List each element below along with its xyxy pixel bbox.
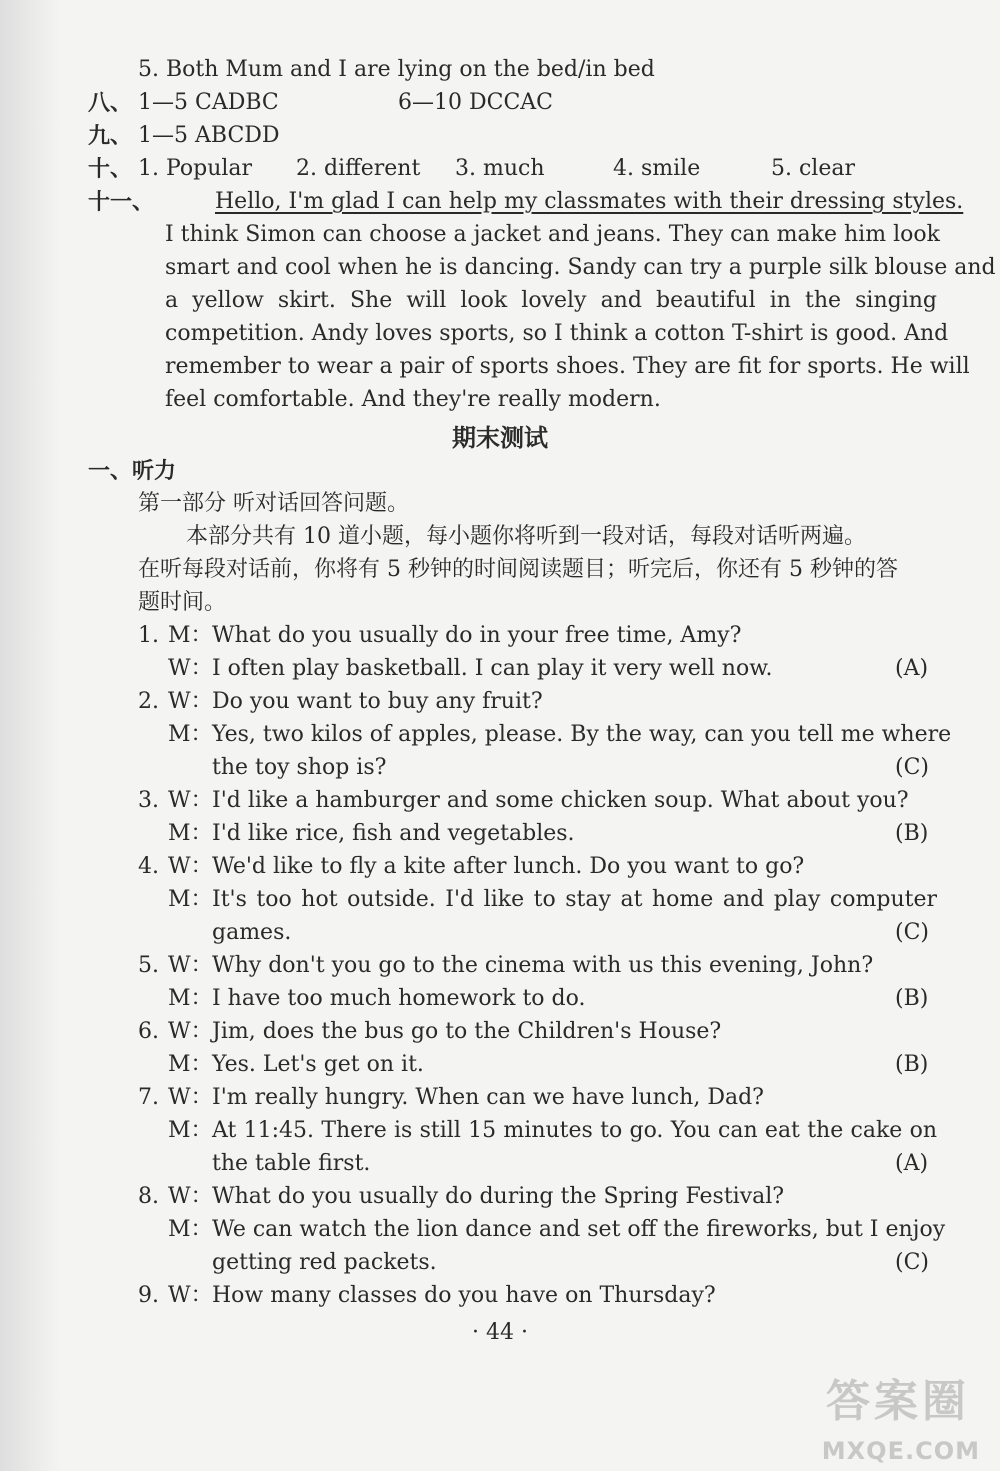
sec9-label: 九、 <box>88 123 133 149</box>
item-7-line-3: the table first. <box>212 1151 371 1176</box>
sec11-line-4: a yellow skirt. She will look lovely and beautiful in the singing <box>165 288 937 313</box>
sec10-item-2: 2. different <box>296 156 421 181</box>
item-8-answer: (C) <box>895 1250 929 1275</box>
speaker: M： <box>168 1217 213 1242</box>
page-number: · 44 · <box>472 1320 528 1345</box>
sec9-answers: 1—5 ABCDD <box>138 123 280 148</box>
sec11-line-1: Hello, I'm glad I can help my classmates with their dressing styles. <box>215 189 964 214</box>
sec11-line-3: smart and cool when he is dancing. Sandy can try a purple silk blouse and <box>165 255 996 280</box>
speaker: W： <box>168 953 213 978</box>
item-1-number: 1. <box>138 623 159 648</box>
page-edge-shadow <box>0 0 60 1471</box>
item-3-answer: (B) <box>895 821 929 846</box>
dialogue-text: We can watch the lion dance and set off the fireworks, but I enjoy <box>212 1217 946 1242</box>
item-6-answer: (B) <box>895 1052 929 1077</box>
item-8-line-2 <box>168 1215 946 1245</box>
exam-title: 期末测试 <box>452 423 548 452</box>
speaker: M： <box>168 821 213 846</box>
sec10-item-4: 4. smile <box>613 156 701 181</box>
speaker: W： <box>168 656 213 681</box>
item-4-answer: (C) <box>895 920 929 945</box>
dialogue-text: We'd like to fly a kite after lunch. Do you want to go? <box>212 854 805 879</box>
dialogue-text: How many classes do you have on Thursday? <box>212 1283 716 1308</box>
speaker: M： <box>168 623 213 648</box>
dialogue-text: Jim, does the bus go to the Children's House? <box>212 1019 722 1044</box>
watermark-logo <box>760 1365 980 1465</box>
item-6-line-2 <box>168 1050 424 1080</box>
speaker: M： <box>168 722 213 747</box>
item-8-line-3: getting red packets. <box>212 1250 437 1275</box>
dialogue-text: I often play basketball. I can play it very well now. <box>212 656 773 681</box>
speaker: W： <box>168 1184 213 1209</box>
dialogue-text: Yes. Let's get on it. <box>212 1052 424 1077</box>
speaker: W： <box>168 854 213 879</box>
sec11-label: 十一、 <box>88 189 155 215</box>
item-2-line-2 <box>168 720 952 750</box>
item-1-line-2 <box>168 654 772 684</box>
item-4-number: 4. <box>138 854 159 879</box>
dialogue-text: I'd like rice, fish and vegetables. <box>212 821 575 846</box>
dialogue-text: I'd like a hamburger and some chicken soup. What about you? <box>212 788 909 813</box>
item-6-number: 6. <box>138 1019 159 1044</box>
item-3-line-2 <box>168 819 575 849</box>
sec11-line-2: I think Simon can choose a jacket and jeans. They can make him look <box>165 222 940 247</box>
item-3-number: 3. <box>138 788 159 813</box>
watermark-text: 答案圈 <box>826 1376 970 1427</box>
item-8-line-1 <box>168 1182 784 1212</box>
item-4-line-3: games. <box>212 920 292 945</box>
item-5-number: 5. <box>138 953 159 978</box>
item-6-line-1 <box>168 1017 721 1047</box>
listening-intro-2: 在听每段对话前，你将有 5 秒钟的时间阅读题目；听完后，你还有 5 秒钟的答 <box>138 557 898 582</box>
dialogue-text: Why don't you go to the cinema with us this evening, John? <box>212 953 874 978</box>
speaker: W： <box>168 1019 213 1044</box>
item-9-number: 9. <box>138 1283 159 1308</box>
sec8-item5: 5. Both Mum and I are lying on the bed/in bed <box>138 57 655 82</box>
dialogue-text: I'm really hungry. When can we have lunch, Dad? <box>212 1085 764 1110</box>
speaker: W： <box>168 1283 213 1308</box>
sec11-line-6: remember to wear a pair of sports shoes. They are fit for sports. He will <box>165 354 970 379</box>
dialogue-text: What do you usually do in your free time, Amy? <box>212 623 742 648</box>
sec11-line-5: competition. Andy loves sports, so I think a cotton T-shirt is good. And <box>165 321 949 346</box>
sec11-line-7: feel comfortable. And they're really modern. <box>165 387 661 412</box>
item-2-number: 2. <box>138 689 159 714</box>
item-5-answer: (B) <box>895 986 929 1011</box>
sec8-label: 八、 <box>88 90 133 116</box>
speaker: M： <box>168 887 213 912</box>
item-8-number: 8. <box>138 1184 159 1209</box>
item-4-line-1 <box>168 852 804 882</box>
item-2-line-3: the toy shop is? <box>212 755 387 780</box>
item-1-line-1 <box>168 621 741 651</box>
item-5-line-1 <box>168 951 873 981</box>
dialogue-text: At 11:45. There is still 15 minutes to go. You can eat the cake on <box>212 1118 937 1143</box>
item-5-line-2 <box>168 984 585 1014</box>
dialogue-text: Yes, two kilos of apples, please. By the way, can you tell me where <box>212 722 952 747</box>
item-9-line-1 <box>168 1281 716 1311</box>
listening-part1: 第一部分 听对话回答问题。 <box>138 491 409 516</box>
item-7-line-2 <box>168 1116 937 1146</box>
item-1-answer: (A) <box>895 656 929 681</box>
sec10-item-3: 3. much <box>455 156 545 181</box>
sec10-label: 十、 <box>88 156 133 182</box>
speaker: W： <box>168 788 213 813</box>
listening-intro-1: 本部分共有 10 道小题，每小题你将听到一段对话，每段对话听两遍。 <box>186 524 866 549</box>
listening-heading: 一、听力 <box>88 458 177 484</box>
speaker: W： <box>168 1085 213 1110</box>
speaker: M： <box>168 1052 213 1077</box>
dialogue-text: Do you want to buy any fruit? <box>212 689 543 714</box>
dialogue-text: It's too hot outside. I'd like to stay at home and play computer <box>212 887 937 912</box>
sec8-answers-b: 6—10 DCCAC <box>398 90 554 115</box>
watermark-url: MXQE.COM <box>821 1437 980 1465</box>
sec10-item-5: 5. clear <box>771 156 855 181</box>
item-7-line-1 <box>168 1083 764 1113</box>
sec8-answers-a: 1—5 CADBC <box>138 90 279 115</box>
item-7-number: 7. <box>138 1085 159 1110</box>
speaker: W： <box>168 689 213 714</box>
sec10-item-1: 1. Popular <box>138 156 253 181</box>
item-7-answer: (A) <box>895 1151 929 1176</box>
item-2-answer: (C) <box>895 755 929 780</box>
listening-intro-3: 题时间。 <box>138 590 227 615</box>
item-2-line-1 <box>168 687 543 717</box>
dialogue-text: I have too much homework to do. <box>212 986 586 1011</box>
item-4-line-2 <box>168 885 937 915</box>
speaker: M： <box>168 986 213 1011</box>
dialogue-text: What do you usually do during the Spring Festival? <box>212 1184 785 1209</box>
speaker: M： <box>168 1118 213 1143</box>
item-3-line-1 <box>168 786 909 816</box>
